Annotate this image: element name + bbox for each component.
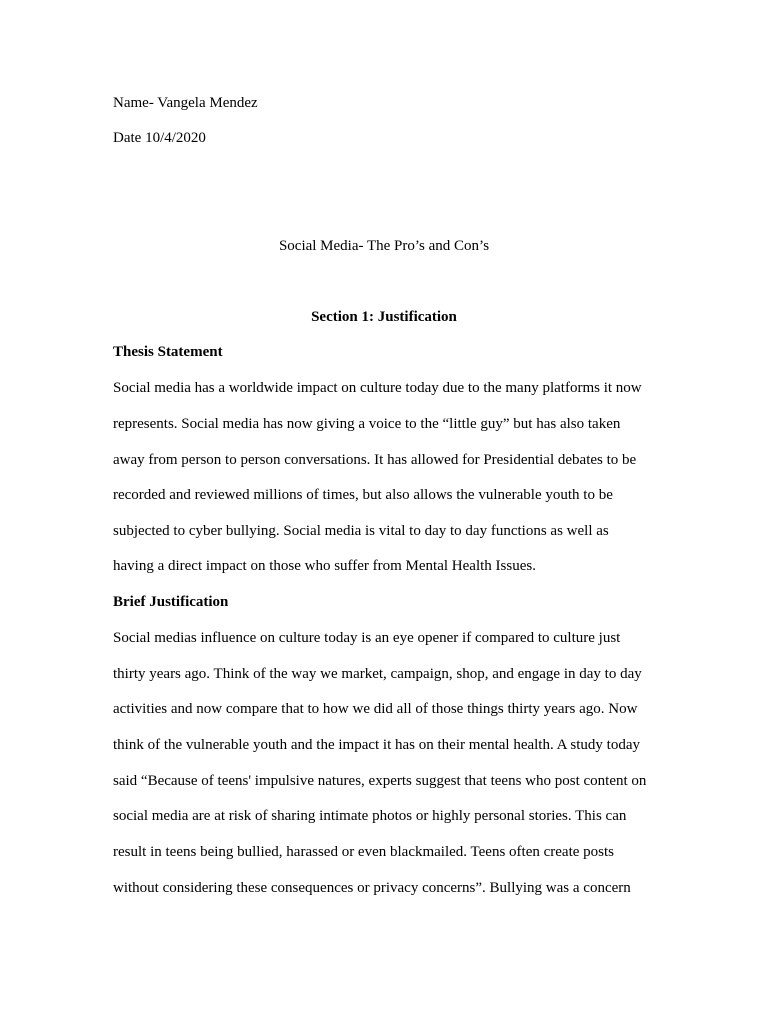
justification-line: without considering these consequences or privacy concerns”. Bullying was a concern bbox=[113, 880, 631, 896]
justification-line: activities and now compare that to how we did all of those things thirty years ago. Now bbox=[113, 701, 638, 717]
justification-heading: Brief Justification bbox=[113, 594, 229, 610]
justification-line: result in teens being bullied, harassed or even blackmailed. Teens often create posts bbox=[113, 844, 615, 860]
document-date: Date 10/4/2020 bbox=[113, 130, 206, 146]
thesis-line: away from person to person conversations. It has allowed for Presidential debates to be bbox=[113, 452, 637, 468]
justification-line: said “Because of teens' impulsive natures, experts suggest that teens who post content on bbox=[113, 773, 647, 789]
justification-line: think of the vulnerable youth and the impact it has on their mental health. A study today bbox=[113, 737, 640, 753]
justification-line: Social medias influence on culture today is an eye opener if compared to culture just bbox=[113, 630, 621, 646]
thesis-heading: Thesis Statement bbox=[113, 344, 223, 360]
justification-line: thirty years ago. Think of the way we market, campaign, shop, and engage in day to day bbox=[113, 666, 642, 682]
thesis-line: recorded and reviewed millions of times, but also allows the vulnerable youth to be bbox=[113, 487, 613, 503]
section-heading: Section 1: Justification bbox=[311, 309, 457, 325]
document-title: Social Media- The Pro’s and Con’s bbox=[278, 238, 490, 254]
thesis-line: Social media has a worldwide impact on culture today due to the many platforms it now bbox=[113, 380, 642, 396]
thesis-line: subjected to cyber bullying. Social media is vital to day to day functions as well as bbox=[113, 523, 609, 539]
author-name: Name- Vangela Mendez bbox=[113, 95, 258, 111]
justification-line: social media are at risk of sharing intimate photos or highly personal stories. This can bbox=[113, 808, 627, 824]
thesis-line: represents. Social media has now giving a voice to the “little guy” but has also taken bbox=[113, 416, 621, 432]
thesis-line: having a direct impact on those who suffer from Mental Health Issues. bbox=[113, 558, 536, 574]
